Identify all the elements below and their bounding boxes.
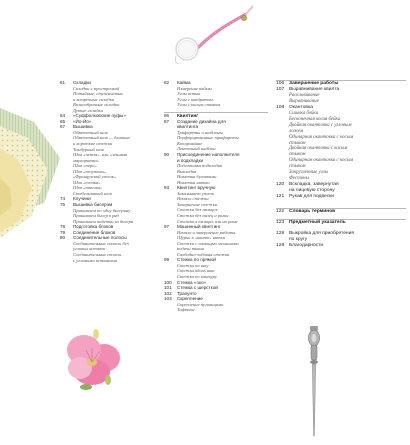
toc-entry-title: по кругу — [289, 236, 308, 242]
toc-entry-title: Пришиваем пайетки из бисера — [73, 218, 134, 224]
toc-entry-title: «Суффолковские пуфы» — [73, 113, 126, 119]
toc-entry-title: Машинный квилтинг — [177, 224, 221, 230]
toc-entry-title: Обметочный шов — [73, 129, 108, 135]
toc-entry-title: Наметка булавками — [177, 174, 217, 180]
toc-column-2 — [164, 80, 268, 313]
toc-entry-title: Измерение каймы — [177, 85, 212, 91]
toc-page-number: 97 — [164, 224, 170, 230]
toc-entry-title: Двойная окантовка с угловым — [289, 122, 352, 128]
toc-column-3 — [276, 80, 406, 249]
tape-measure-image — [150, 4, 270, 80]
toc-entry-title: Закалывает узелок — [177, 190, 214, 196]
toc-entry-title: Волнообразные складки — [73, 102, 120, 108]
toc-page-number: 74 — [60, 196, 66, 202]
toc-entry-title: Трафареты и шаблоны — [177, 129, 223, 135]
toc-entry-title: Стежка по прямой — [177, 257, 216, 263]
toc-entry-title: Выравнивание квилта — [289, 86, 340, 92]
toc-entry-title: на лицевую сторону — [289, 188, 335, 194]
toc-entry-title: ложем — [289, 128, 304, 134]
toc-entry-title: Шов «петля», или «ленивая — [73, 152, 128, 158]
toc-entry-title: Трапунто — [177, 290, 197, 296]
toc-entry-title: Тамбурный шов — [73, 146, 104, 152]
toc-entry — [276, 219, 406, 226]
toc-page-number: 65 — [60, 118, 66, 124]
toc-subentry — [60, 258, 150, 264]
toc-entry — [276, 80, 406, 87]
toc-page-number: 87 — [164, 118, 170, 124]
toc-entry-title: Шов «птичка» — [73, 185, 103, 191]
toc-entry-title: Стежка в пяльцах или на раме — [177, 218, 238, 224]
toc-page-number: 102 — [164, 290, 172, 296]
toc-entry-title: угловых вставок — [73, 246, 106, 252]
toc-page-number: 123 — [276, 220, 285, 226]
toc-entry-title: Выравнивание — [289, 98, 319, 104]
toc-entry-title: Выкройка для приобретения — [289, 230, 355, 236]
toc-entry-title: Стежка по шву — [177, 262, 209, 268]
silver-stiletto-image — [305, 322, 323, 442]
toc-entry-title: и подкладки — [177, 157, 204, 163]
toc-entry-title: Стежка без пялец и рамы — [177, 212, 229, 218]
toc-page-number: 78 — [60, 224, 66, 230]
toc-entry-title: Углы встык — [177, 91, 201, 97]
toc-entry-title: Потайные, ступенчатые — [73, 91, 124, 97]
toc-page-number — [164, 102, 177, 108]
toc-entry-title: Соединение блоков — [73, 229, 116, 235]
toc-page-number: 67 — [60, 124, 66, 130]
toc-entry-title: и встречные складки — [73, 96, 115, 102]
toc-entry-title: Клучини — [73, 196, 91, 202]
toc-entry-title: Фестоны — [289, 176, 309, 182]
toc-spacer — [276, 200, 406, 208]
toc-entry-title: Соединительные полосы — [73, 251, 122, 257]
toc-page-number: 82 — [164, 80, 170, 85]
toc-entry-title: Закругленные углы — [289, 170, 328, 176]
toc-page-number: 86 — [164, 113, 170, 119]
toc-entry-title: Соединительные полосы — [73, 235, 127, 241]
toc-entry-title: Квилтинг — [177, 113, 199, 119]
toc-entry-title: Сшивка бейки — [289, 110, 319, 116]
toc-entry-title: Стежка «эхо» — [177, 279, 207, 285]
toc-entry-title: Создание дизайна для — [177, 118, 226, 124]
toc-page-number: 79 — [60, 229, 66, 235]
toc-entry-title: Стежка с шерсткой — [177, 285, 218, 291]
toc-page-number: 61 — [60, 80, 66, 85]
toc-entry-title: Стебельчатый шов — [73, 190, 112, 196]
toc-entry-title: Предметный указатель — [289, 220, 346, 226]
toc-page-number: 121 — [276, 194, 285, 200]
toc-entry-title: Дутые складки — [73, 107, 103, 113]
toc-entry-title: Одинарная окантовка с косым — [289, 134, 354, 140]
toc-subentry — [164, 102, 268, 108]
toc-entry-title: Подготовка блоков — [73, 224, 114, 230]
toc-page-number: 100 — [164, 279, 172, 285]
toc-entry-title: Завершение стежки — [177, 201, 218, 207]
toc-page-number: 101 — [164, 285, 172, 291]
toc-entry-title: подачи ткани — [177, 246, 204, 252]
toc-entry-title: Складки с прострочкой — [73, 85, 120, 91]
toc-page-number: 122 — [276, 209, 285, 215]
toc-entry-title: Перфорированные трафареты — [177, 135, 239, 141]
toc-entry-title: Бесконечная косая бейка — [289, 116, 341, 122]
toc-entry-title: Шов «полуптах» — [73, 168, 107, 174]
toc-entry-title: Словарь терминов — [289, 209, 336, 215]
toc-entry-title: маргаритка» — [73, 157, 100, 163]
toc-entry-title: Квилтинг вручную — [177, 185, 216, 191]
toc-entry-title: Расклавивание — [289, 92, 320, 98]
toc-entry-title: Выкладка — [177, 168, 197, 174]
toc-page-number: 120 — [276, 182, 285, 188]
toc-page-number — [164, 307, 177, 313]
toc-page-number: 80 — [60, 235, 66, 241]
toc-entry-title: Двойная окантовка с косым — [289, 146, 348, 152]
toc-entry-title: Ленточный шаблон — [177, 146, 216, 152]
toc-entry-title: Скрепление пуговицами — [177, 301, 224, 307]
toc-entry-title: и короткие стежки — [73, 141, 113, 147]
toc-page-number: 107 — [276, 86, 285, 92]
pink-flower-image — [56, 320, 128, 398]
toc-entry-title: Пришиваем по одну бисерину — [73, 207, 131, 213]
toc-entry-title: с угловыми вставками — [73, 257, 117, 263]
toc-entry-title: Шурьи в «канто» нитки — [177, 235, 226, 241]
toc-entry-title: Шов «перо» — [73, 163, 97, 169]
toc-entry-title: Вышивка — [73, 124, 93, 130]
toc-page-number: 64 — [60, 113, 66, 119]
toc-entry-title: Свободно-ходовая стежка — [177, 251, 230, 257]
toc-entry-title: Углы с косым стыком — [177, 102, 221, 108]
toc-entry-title: Стежка по контуру — [177, 273, 217, 279]
toc-page-number: 103 — [164, 296, 172, 302]
toc-page-number: 106 — [276, 81, 285, 86]
toc-entry-title: Завершение работы — [289, 81, 339, 86]
toc-page-number: 99 — [164, 257, 170, 263]
toc-entry-title: стыком — [289, 152, 306, 158]
toc-entry-title: Копирование — [177, 140, 203, 146]
toc-page-number: 75 — [60, 202, 66, 208]
toc-entry-title: Начало стежки — [177, 196, 209, 202]
toc-entry — [276, 208, 406, 215]
toc-page-number: 90 — [164, 151, 170, 157]
toc-entry-title: Стежки с помощью механизма — [177, 240, 239, 246]
toc-page-number: 128 — [276, 230, 285, 236]
toc-subentry — [164, 307, 268, 313]
toc-page-number: 128 — [276, 242, 285, 248]
toc-entry-title: Соединительные полосы без — [73, 240, 129, 246]
toc-entry-title: Стежка вдоль шва — [177, 268, 215, 274]
toc-entry — [276, 194, 406, 200]
toc-page-number: 108 — [276, 104, 285, 110]
toc-entry-title: Вышивка бисером — [73, 202, 113, 208]
toc-entry-title: Шов «елочка» — [73, 179, 101, 185]
toc-entry-title: Вскладка, завернутая — [289, 182, 339, 188]
toc-entry-title: «Французский узелок» — [73, 174, 117, 180]
toc-entry-title: стыком — [289, 140, 306, 146]
toc-entry-title: стыком — [289, 164, 306, 170]
toc-entry-title: «Йо-Йо» — [73, 118, 92, 124]
toc-entry-title: Окантовка — [289, 104, 313, 110]
toc-entry-title: Присоединение наполнителя — [177, 151, 240, 157]
toc-entry-title: Начало и завершение работы — [177, 229, 236, 235]
toc-entry-title: Одинарная окантовка с косым — [289, 158, 354, 164]
toc-entry-title: Наметка нитью — [177, 179, 210, 185]
toc-entry-title: Тафтинг — [177, 307, 195, 313]
toc-entry-title: Кайма — [177, 80, 191, 85]
toc-entry-title: Благодарности — [289, 242, 324, 248]
toc-column-1 — [60, 80, 150, 263]
toc-entry-title: Обметочный шов — длинные — [73, 135, 131, 141]
toc-entry — [276, 243, 406, 249]
toc-entry-title: Скрепление — [177, 296, 203, 302]
toc-page-number: 93 — [164, 185, 170, 191]
toc-entry-title: Углы с квадратом — [177, 96, 213, 102]
toc-entry-title: Рукав для подвески — [289, 194, 335, 200]
toc-entry-title: Стежки без пяльцев — [177, 207, 218, 213]
toc-entry-title: квилтинга — [177, 124, 199, 130]
toc-entry-title: Пришиваем бисер в ряд — [73, 213, 119, 219]
toc-entry-title: Подготовка подкладки — [177, 163, 223, 169]
toc-entry-title: Складки — [73, 80, 91, 85]
toc-page-number — [60, 258, 73, 264]
